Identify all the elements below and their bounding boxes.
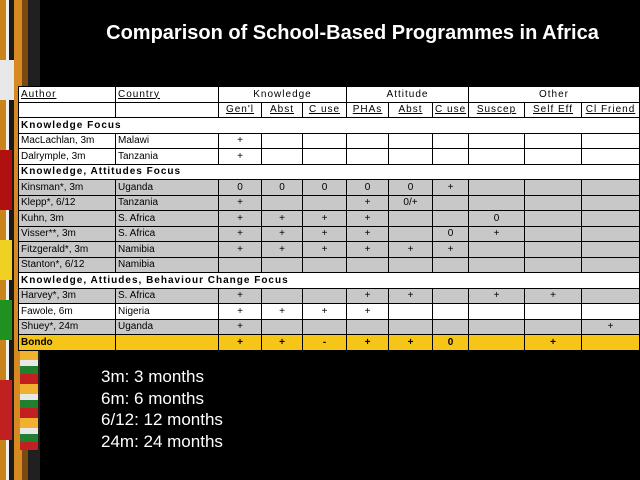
result-cell — [469, 180, 525, 196]
slide-title: Comparison of School-Based Programmes in Africa — [106, 22, 599, 44]
result-cell: + — [525, 335, 582, 351]
result-cell: + — [262, 211, 303, 227]
result-cell: - — [303, 335, 347, 351]
country-cell: Uganda — [116, 319, 219, 335]
note-line: 24m: 24 months — [101, 431, 223, 451]
header-attitude: Attitude — [347, 87, 469, 103]
result-cell: + — [303, 304, 347, 320]
result-cell: + — [347, 335, 389, 351]
result-cell: + — [347, 304, 389, 320]
result-cell — [262, 133, 303, 149]
author-cell: Shuey*, 24m — [19, 319, 116, 335]
result-cell: + — [219, 242, 262, 258]
result-cell — [469, 304, 525, 320]
result-cell — [303, 149, 347, 165]
header-author: Author — [19, 87, 116, 103]
result-cell — [303, 195, 347, 211]
header-country: Country — [116, 87, 219, 103]
author-cell: Harvey*, 3m — [19, 288, 116, 304]
result-cell: + — [347, 211, 389, 227]
result-cell — [469, 335, 525, 351]
result-cell — [433, 211, 469, 227]
result-cell: + — [219, 335, 262, 351]
header-group-row — [19, 87, 640, 103]
sub-header: Gen'l — [219, 102, 262, 118]
abbreviation-notes — [101, 366, 223, 452]
result-cell: + — [469, 226, 525, 242]
result-cell — [433, 149, 469, 165]
result-cell: + — [389, 288, 433, 304]
country-cell: Nigeria — [116, 304, 219, 320]
result-cell — [389, 211, 433, 227]
result-cell — [525, 242, 582, 258]
section-header-row — [19, 118, 640, 134]
result-cell: + — [347, 226, 389, 242]
result-cell: + — [219, 319, 262, 335]
result-cell — [303, 257, 347, 273]
note-line: 3m: 3 months — [101, 367, 204, 386]
author-cell: Kuhn, 3m — [19, 211, 116, 227]
section-label: Knowledge Focus — [19, 118, 640, 134]
country-cell: Malawi — [116, 133, 219, 149]
country-cell: Uganda — [116, 180, 219, 196]
table-row — [19, 211, 640, 227]
result-cell — [582, 257, 640, 273]
result-cell — [389, 319, 433, 335]
result-cell — [219, 257, 262, 273]
result-cell — [582, 288, 640, 304]
result-cell — [389, 226, 433, 242]
section-header-row — [19, 164, 640, 180]
result-cell — [433, 133, 469, 149]
result-cell — [389, 304, 433, 320]
table-row — [19, 149, 640, 165]
result-cell: + — [303, 242, 347, 258]
table-row — [19, 304, 640, 320]
result-cell — [347, 149, 389, 165]
sub-header: PHAs — [347, 102, 389, 118]
result-cell — [303, 133, 347, 149]
country-cell: S. Africa — [116, 211, 219, 227]
result-cell — [525, 257, 582, 273]
comparison-table — [18, 86, 639, 351]
result-cell: + — [219, 211, 262, 227]
sub-header: Self Eff — [525, 102, 582, 118]
table-row — [19, 319, 640, 335]
result-cell — [469, 133, 525, 149]
country-cell: S. Africa — [116, 288, 219, 304]
result-cell: + — [347, 288, 389, 304]
author-cell: Stanton*, 6/12 — [19, 257, 116, 273]
result-cell: 0 — [389, 180, 433, 196]
result-cell: + — [262, 242, 303, 258]
table-body — [19, 118, 640, 351]
note-line: 6m: 6 months — [101, 388, 204, 408]
result-cell — [469, 257, 525, 273]
section-label: Knowledge, Attiudes, Behaviour Change Focus — [19, 273, 640, 289]
result-cell — [582, 335, 640, 351]
country-cell: Tanzania — [116, 195, 219, 211]
result-cell — [433, 304, 469, 320]
result-cell: + — [433, 242, 469, 258]
result-cell: + — [303, 226, 347, 242]
author-cell: Bondo — [19, 335, 116, 351]
result-cell — [389, 133, 433, 149]
result-cell: + — [262, 304, 303, 320]
sub-header: Suscep — [469, 102, 525, 118]
result-cell — [525, 149, 582, 165]
result-cell — [525, 180, 582, 196]
section-label: Knowledge, Attitudes Focus — [19, 164, 640, 180]
result-cell: 0 — [433, 335, 469, 351]
result-cell: 0/+ — [389, 195, 433, 211]
author-cell: Fawole, 6m — [19, 304, 116, 320]
result-cell: + — [525, 288, 582, 304]
result-cell — [525, 133, 582, 149]
sub-header: Cl Friend — [582, 102, 640, 118]
result-cell — [303, 319, 347, 335]
result-cell: + — [219, 226, 262, 242]
result-cell — [433, 257, 469, 273]
result-cell — [347, 133, 389, 149]
result-cell — [262, 257, 303, 273]
result-cell: + — [262, 226, 303, 242]
table-row — [19, 242, 640, 258]
result-cell: + — [389, 242, 433, 258]
result-cell — [347, 319, 389, 335]
result-cell — [433, 288, 469, 304]
result-cell — [262, 149, 303, 165]
sub-header: C use — [303, 102, 347, 118]
result-cell — [262, 288, 303, 304]
result-cell — [469, 149, 525, 165]
author-cell: MacLachlan, 3m — [19, 133, 116, 149]
result-cell — [525, 211, 582, 227]
sub-header: C use — [433, 102, 469, 118]
result-cell — [262, 319, 303, 335]
result-cell — [525, 226, 582, 242]
result-cell — [469, 242, 525, 258]
section-header-row — [19, 273, 640, 289]
header-knowledge: Knowledge — [219, 87, 347, 103]
sub-header: Abst — [389, 102, 433, 118]
country-cell: Tanzania — [116, 149, 219, 165]
author-cell: Kinsman*, 3m — [19, 180, 116, 196]
result-cell — [582, 304, 640, 320]
result-cell: 0 — [219, 180, 262, 196]
result-cell: 0 — [347, 180, 389, 196]
result-cell: + — [303, 211, 347, 227]
result-cell — [582, 211, 640, 227]
result-cell — [469, 195, 525, 211]
result-cell — [582, 195, 640, 211]
table-row — [19, 226, 640, 242]
result-cell: 0 — [469, 211, 525, 227]
result-cell: + — [347, 242, 389, 258]
result-cell — [582, 149, 640, 165]
result-cell: 0 — [433, 226, 469, 242]
result-cell: 0 — [303, 180, 347, 196]
sub-header: Abst — [262, 102, 303, 118]
author-cell: Fitzgerald*, 3m — [19, 242, 116, 258]
result-cell: + — [219, 133, 262, 149]
result-cell: + — [219, 149, 262, 165]
result-cell — [525, 195, 582, 211]
result-cell — [347, 257, 389, 273]
result-cell: + — [433, 180, 469, 196]
result-cell — [303, 288, 347, 304]
result-cell — [582, 242, 640, 258]
result-cell: + — [219, 195, 262, 211]
result-cell: + — [262, 335, 303, 351]
header-other: Other — [469, 87, 640, 103]
result-cell: + — [219, 304, 262, 320]
table-row — [19, 195, 640, 211]
author-cell: Dalrymple, 3m — [19, 149, 116, 165]
author-cell: Klepp*, 6/12 — [19, 195, 116, 211]
note-line: 6/12: 12 months — [101, 410, 223, 429]
result-cell — [525, 319, 582, 335]
result-cell — [582, 180, 640, 196]
country-cell: S. Africa — [116, 226, 219, 242]
result-cell: + — [389, 335, 433, 351]
result-cell — [389, 149, 433, 165]
result-cell: + — [347, 195, 389, 211]
bondo-row — [19, 335, 640, 351]
result-cell — [582, 133, 640, 149]
country-cell: Namibia — [116, 257, 219, 273]
result-cell — [389, 257, 433, 273]
table-row — [19, 257, 640, 273]
result-cell: + — [469, 288, 525, 304]
author-cell: Visser**, 3m — [19, 226, 116, 242]
result-cell — [525, 304, 582, 320]
sub-header-row — [19, 102, 640, 118]
table-row — [19, 133, 640, 149]
result-cell: + — [219, 288, 262, 304]
result-cell: + — [582, 319, 640, 335]
result-cell — [262, 195, 303, 211]
result-cell — [582, 226, 640, 242]
result-cell — [469, 319, 525, 335]
country-cell: Namibia — [116, 242, 219, 258]
country-cell — [116, 335, 219, 351]
result-cell — [433, 319, 469, 335]
result-cell — [433, 195, 469, 211]
result-cell: 0 — [262, 180, 303, 196]
table-row — [19, 180, 640, 196]
table-row — [19, 288, 640, 304]
